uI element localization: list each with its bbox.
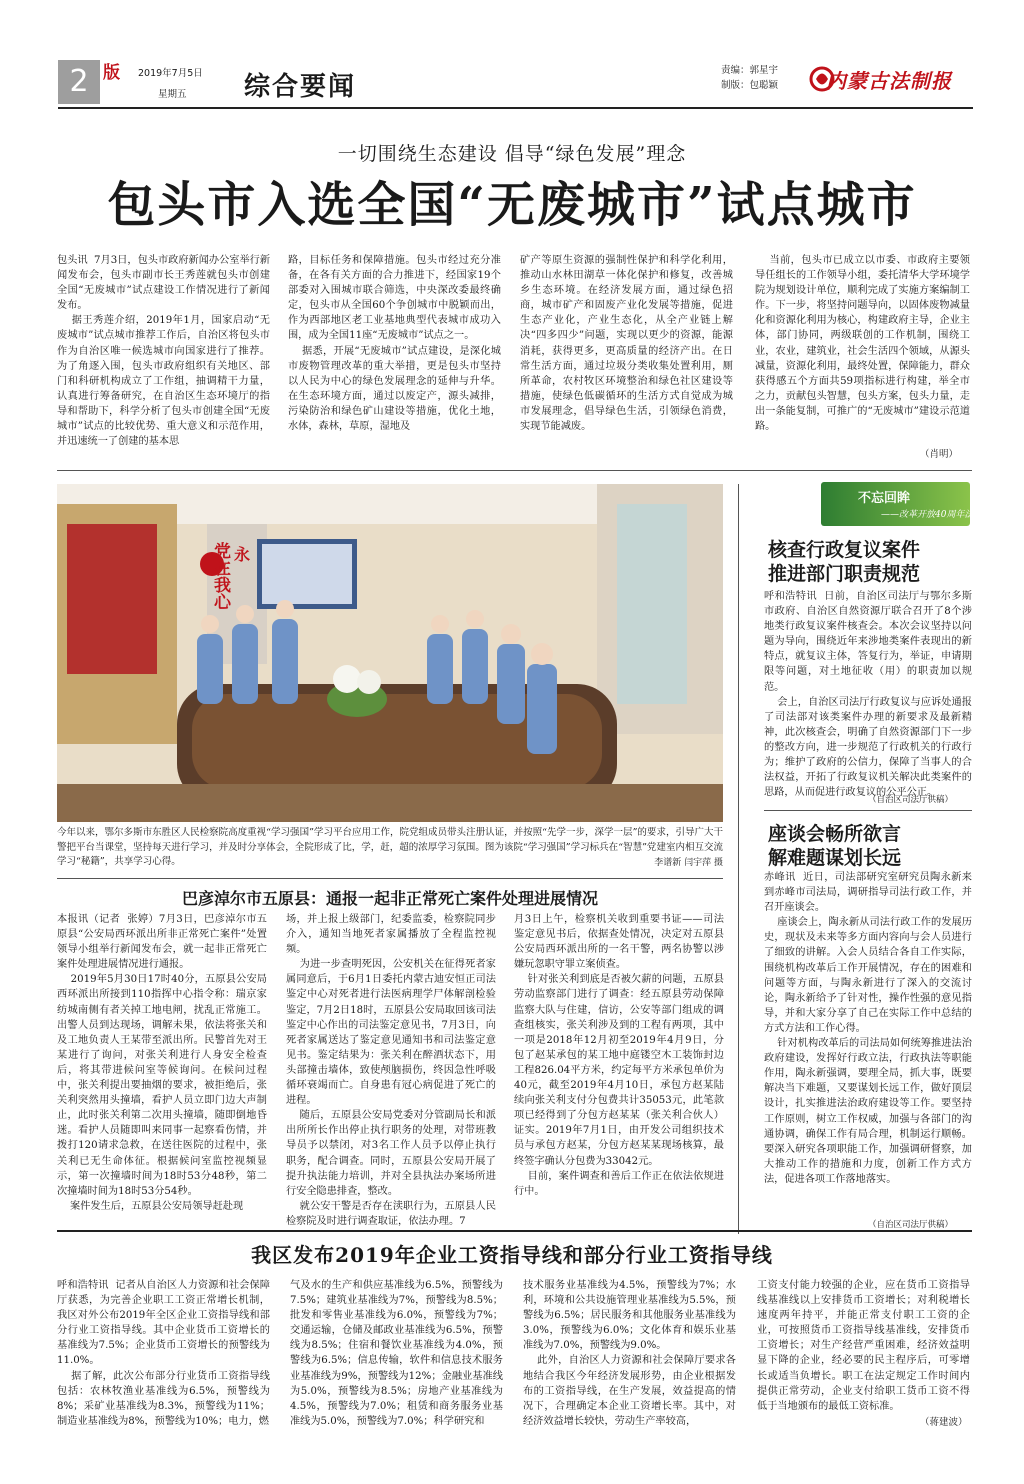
editor-line: 责编：郭星宇	[721, 65, 779, 76]
lead-headline: 包头市入选全国“无废城市”试点城市	[107, 177, 917, 233]
article3-column-3: 技术服务业基准线为4.5%，预警线为7%；水利，环境和公共设施管理业基准线为5.5%，预警线为6.5%；居民服务和其他服务业基准线为3.0%，预警线为6.0%；文化体育和娱乐业基准线为7.0%，预警线为9.0%。 此外，自治区人力资源和社会保障厅要求各地结合我区今年经济发展形势，由企业根据发布的工资指导线，在生产发展，效益提高的情况下，合理确定本企业工资增长率。其中，对经济效益增长较快，劳动生产率较高，	[523, 1280, 736, 1427]
article2-column-2: 场，并上报上级部门，纪委监委，检察院同步介入，通知当地死者家属播放了全程监控视频。 为进一步查明死因，公安机关在征得死者家属同意后，于6月1日委托内蒙古迪安恒正司法鉴定中心对死者进行法医病理学尸体解剖检验鉴定，7月2日18时，五原县公安局取回该司法鉴定中心作出的司法鉴定意见书，7月3日，向死者家属送达了鉴定意见通知书和司法鉴定意见书。鉴定结果为：张关利在醉酒状态下，用头部撞击墙体，致使颅脑损伤，终因急性呼吸循环衰竭而亡。自身患有冠心病促进了死亡的进程。 随后，五原县公安局党委对分管副局长和派出所所长作出停止执行职务的处理，对带班教导员予以禁闭，对3名工作人员予以停止执行职务，配合调查。同时，五原县公安局开展了提升执法能力培训，并对全县执法办案场所进行安全隐患排查，整改。 就公安干警是否存在渎职行为，五原县人民检察院及时进行调查取证，依法办理。7	[286, 914, 496, 1227]
badge-subtitle: ——改革开放40周年法治	[881, 510, 983, 520]
sidebar-story2-title: 座谈会畅所欲言 解难题谋划长远	[768, 823, 902, 869]
article3-headline: 我区发布2019年企业工资指导线和部分行业工资指导线	[251, 1243, 773, 1267]
lead-subhead: 一切围绕生态建设 倡导“绿色发展”理念	[337, 143, 687, 165]
divider	[57, 878, 723, 879]
ban-label: 版	[103, 63, 120, 83]
divider	[57, 470, 972, 471]
sidebar-story1-sign: （自治区司法厅供稿）	[868, 795, 954, 805]
page-number-box: 2	[58, 60, 100, 104]
meeting-room-photo	[57, 484, 723, 822]
divider	[764, 810, 972, 811]
lead-signature: （肖明）	[920, 449, 959, 460]
divider	[57, 1230, 972, 1232]
sidebar-story2-sign: （自治区司法厅供稿）	[868, 1220, 954, 1230]
photo-credit: 李谱新 闫宇萍 摄	[654, 858, 723, 868]
sidebar-divider	[738, 484, 739, 1234]
badge-title: 不忘回眸	[858, 491, 911, 506]
masthead-name: 内蒙古法制报	[826, 69, 952, 93]
article2-column-3: 月3日上午，检察机关收到重要书证——司法鉴定意见书后，依据查处情况，决定对五原县公安局西环派出所的一名干警，两名协警以涉嫌玩忽职守罪立案侦查。 针对张关利到底是否被欠薪的问题，五原县劳动监察部门进行了调查：经五原县劳动保障监察大队与住建，信访，公安等部门组成的调查组核实，张关利涉及到的工程有两项，其中一项是2018年12月初至2019年4月9日，分包了赵某承包的某工地中庭镂空木工装饰封边工程826.04平方米，约定每平方米承包单价为40元，截至2019年4月10日，承包方赵某陆续向张关利支付分包费共计35053元，此笔款项已经得到了分包方赵某某（张关利合伙人）证实。2019年7月1日，由开发公司组织技术员与承包方赵某，分包方赵某某现场核算，最终签字确认分包费为33042元。 目前，案件调查和善后工作正在依法依规进行中。	[514, 914, 724, 1197]
wall-slogan-2: 永	[234, 545, 251, 564]
lead-column-3: 矿产等原生资源的强制性保护和科学化利用，推动山水林田湖草一体化保护和修复，改善城乡生态环境。在经济发展方面，通过绿色招商，城市矿产和固废产业化发展等措施，促进生态产业化，产业生态化，从全产业链上解决“四多四少”问题，实现以更少的资源，能源消耗，获得更多，更高质量的经济产出。在日常生活方面，通过垃圾分类收集处置利用，厕所革命，农村牧区环境整治和绿色社区建设等措施，使绿色低碳循环的生活方式自觉成为城市发展理念，倡导绿色生活，引领绿色消费，实现节能减废。	[520, 255, 733, 433]
editor-credits	[721, 63, 778, 93]
article3-signature: （蒋建波）	[920, 1417, 968, 1428]
lead-column-4: 当前，包头市已成立以市委、市政府主要领导任组长的工作领导小组，委托清华大学环境学院为规划设计单位，顺利完成了实施方案编制工作。下一步，将坚持问题导向，以固体废物减量化和资源化利用为核心，构建政府主导，企业主体，部门协同，两级联创的工作机制，围绕工业，农业，建筑业，社会生活四个领域，从源头减量，资源化利用，最终处置，保障能力，群众获得感五个方面共59项指标进行构建，举全市之力，贡献包头智慧，包头方案，包头力量，走出一条能复制，可推广的“无废城市”建设示范道路。	[755, 255, 970, 433]
issue-weekday: 星期五	[158, 89, 187, 100]
header-rule	[58, 107, 973, 109]
sidebar-story2-body: 赤峰讯 近日，司法部研究室研究员陶永新来到赤峰市司法局，调研指导司法行政工作，并召开座谈会。 座谈会上，陶永新从司法行政工作的发展历史，现状及未来等多方面内容向与会人员进行了细致的讲解。入会人员结合各自工作实际，围绕机构改革后工作开展情况，存在的困难和问题等方面，与陶永新进行了深入的交流讨论，陶永新给予了针对性，操作性强的意见指导，并和大家分享了自己在实际工作中总结的方式方法和工作心得。 针对机构改革后的司法局如何统筹推进法治政府建设，发挥好行政立法，行政执法等职能作用，陶永新强调，要理全局，抓大事，既要解决当下难题，又要谋划长远工作，做好顶层设计，扎实推进法治政府建设等工作。要坚持工作原则，树立工作权威，加强与各部门的沟通协调，确保工作有局合理，机制运行顺畅。要深入研究各项职能工作，加强调研督察，加大推动工作的措施和力度，创新工作方式方法，促进各项工作落地落实。	[764, 872, 972, 1185]
section-title: 综合要闻	[244, 72, 357, 102]
article3-column-1: 呼和浩特讯 记者从自治区人力资源和社会保障厅获悉，为完善企业职工工资正常增长机制，我区对外公布2019年全区企业工资指导线和部分行业工资指导线。其中企业货币工资增长的基准线为7.5%；企业货币工资增长的预警线为11.0%。 据了解，此次公布部分行业货币工资指导线包括：农林牧渔业基准线为6.5%，预警线为8%；采矿业基准线为8.3%，预警线为11%；制造业基准线为8%，预警线为10%；电力，燃	[57, 1280, 270, 1427]
lead-column-2: 路，目标任务和保障措施。包头市经过充分准备，在各有关方面的合力推进下，经国家19个部委对入围城市联合筛选，中央深改委最终确定，包头市从全国60个争创城市中脱颖而出，作为西部地区老工业基地典型代表城市成功入围，成为全国11座“无废城市”试点之一。 据悉，开展“无废城市”试点建设，是深化城市废物管理改革的重大举措，更是包头市坚持以人民为中心的绿色发展理念的延伸与升华。在生态环境方面，通过以废定产，源头减排，污染防治和绿色矿山建设等措施，优化土地，水体，森林，草原，湿地及	[288, 255, 501, 433]
producer-line: 制版：包聪颖	[721, 80, 779, 91]
sidebar-story1-body: 呼和浩特讯 日前，自治区司法厅与鄂尔多斯市政府、自治区自然资源厅联合召开了8个涉地类行政复议案件核查会。本次会议坚持以问题为导向，围绕近年来涉地类案件表现出的新特点，就复议主体，答复行为，举证，申请期限等问题，对土地征收（用）的职责加以规范。 会上，自治区司法厅行政复议与应诉处通报了司法部对该类案件办理的新要求及最新精神，此次核查会，明确了自然资源部门下一步的整改方向，进一步规范了行政机关的行政行为；维护了政府的公信力，保障了当事人的合法权益，开拓了行政复议机关解决此类案件的思路，从而促进行政复议的公平公正。	[764, 591, 972, 799]
issue-date: 2019年7月5日	[138, 68, 203, 79]
photo-caption: 今年以来，鄂尔多斯市东胜区人民检察院高度重视“学习强国”学习平台应用工作，院党组成员带头注册认证，并按照“先学一步，深学一层”的要求，引导广大干警把平台当课堂，坚持每天进行学习，并及时分享体会，全院形成了比，学，赶，超的浓厚学习氛围。图为该院“学习强国”学习标兵在“智慧”党建室内相互交流学习“秘籍”，共享学习心得。	[57, 827, 723, 867]
article2-headline: 巴彦淖尔市五原县：通报一起非正常死亡案件处理进展情况	[181, 889, 598, 908]
sidebar-story1-title: 核查行政复议案件 推进部门职责规范	[768, 539, 921, 585]
lead-column-1: 包头讯 7月3日，包头市政府新闻办公室举行新闻发布会，包头市副市长王秀莲就包头市创建全国“无废城市”试点建设工作情况进行了新闻发布。 据王秀莲介绍，2019年1月，国家启动“无废城市”试点城市推荐工作后，自治区将包头市作为自治区唯一候选城市向国家进行了推荐。为了角逐入围，包头市政府组织有关地区、部门和科研机构成立了工作组，抽调精干力量，认真进行筹备研究，在自治区生态环境厅的指导和帮助下，科学分析了包头市创建全国“无废城市”试点的比较优势、重大意义和示范作用，并迅速统一了创建的基本思	[57, 255, 271, 448]
article2-column-1: 本报讯（记者 张婷）7月3日，巴彦淖尔市五原县“公安局西环派出所非正常死亡案件”处置领导小组举行新闻发布会，就一起非正常死亡案件处理进展情况进行通报。 2019年5月30日17时40分，五原县公安局西环派出所接到110指挥中心指令称：瑞京家纺城南侧有者关掉工地电闸，扰乱正常施工。出警人员到达现场，调解未果，依法将张关和及工地负责人王某带至派出所。民警首先对王某进行了询问，对张关利进行人身安全检查后，将其带进候问室等候询问。在候问过程中，张关利提出要抽烟的要求，被拒绝后，张关利突然用头撞墙，看护人员立即门边大声制止，此时张关利第二次用头撞墙，随即倒地昏迷。看护人员随即叫来同事一起察看伤情，并拨打120请求急救，在送往医院的过程中，张关利已无生命体征。根据候问室监控视频显示，第一次撞墙时间为18时53分48秒，第二次撞墙时间为18时53分54秒。 案件发生后，五原县公安局领导赶赴现	[57, 914, 267, 1212]
article3-column-2: 气及水的生产和供应基准线为6.5%，预警线为7.5%；建筑业基准线为7%，预警线为8.5%；批发和零售业基准线为6.0%，预警线为7%；交通运输，仓储及邮政业基准线为6.5%，预警线为8.5%；住宿和餐饮业基准线为4.0%，预警线为6.5%；信息传输，软件和信息技术服务业基准线为9%，预警线为12%；金融业基准线为5.0%，预警线为8.5%；房地产业基准线为4.5%，预警线为7.0%；租赁和商务服务业基准线为5.0%，预警线为7.0%；科学研究和	[290, 1280, 503, 1427]
article3-column-4: 工资支付能力较强的企业，应在货币工资指导线基准线以上安排货币工资增长；对利税增长速度两年持平，并能正常支付职工工资的企业，可按照货币工资指导线基准线，安排货币工资增长；对生产经营严重困难，经济效益明显下降的企业，经必要的民主程序后，可零增长或适当负增长。职工在法定规定工作时间内提供正常劳动，企业支付给职工货币工资不得低于当地颁布的最低工资标准。	[757, 1280, 970, 1412]
wall-slogan: 党在我心	[210, 542, 230, 610]
